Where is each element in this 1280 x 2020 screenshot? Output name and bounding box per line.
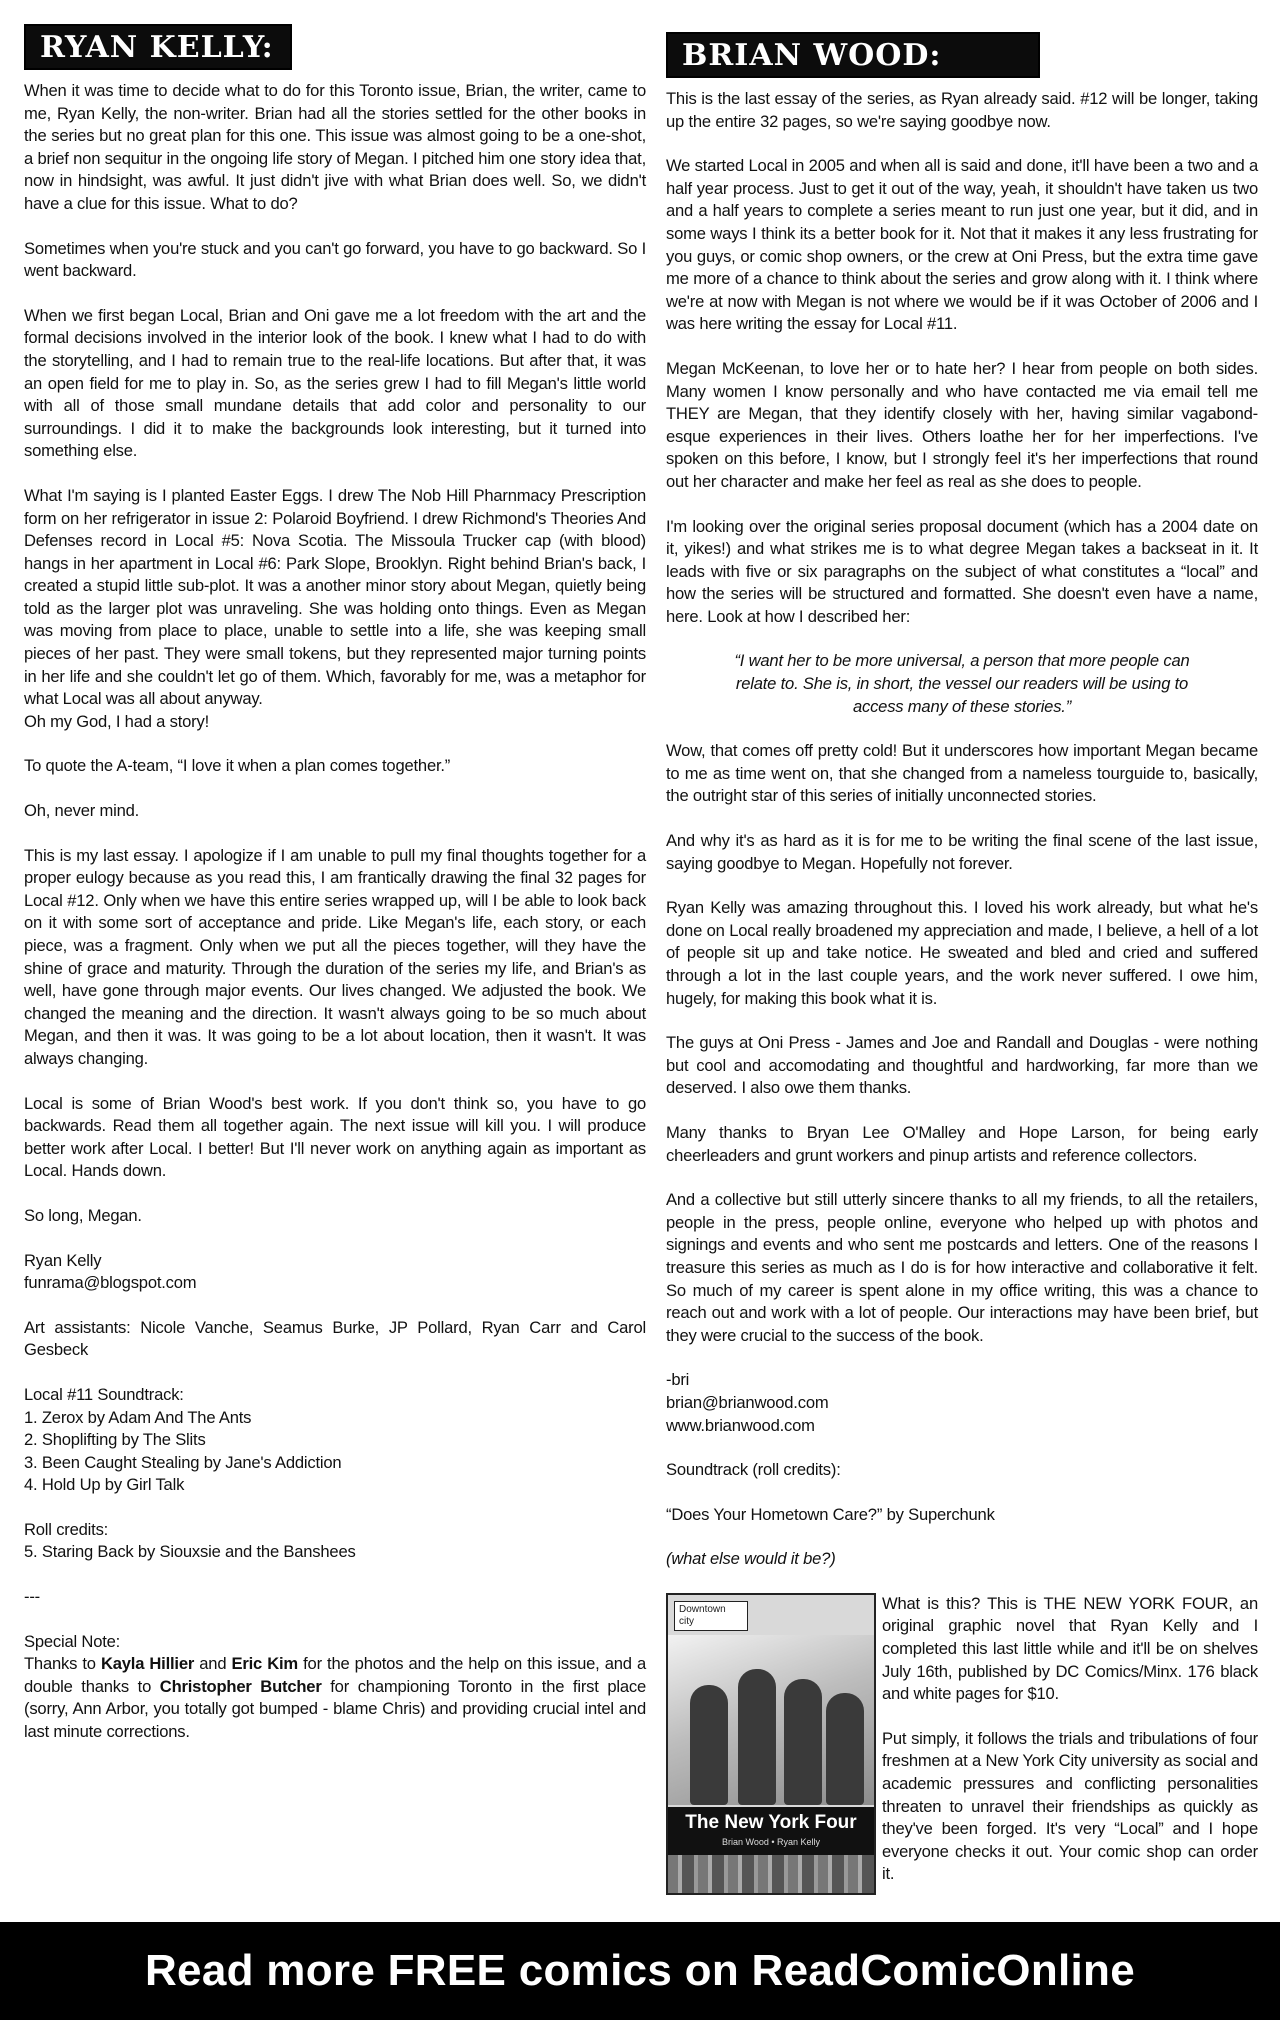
soundtrack-list [24, 1384, 646, 1497]
cover-figure [738, 1669, 776, 1805]
paragraph: What is this? This is THE NEW YORK FOUR, an original graphic novel that Ryan Kelly and I completed this last little while and it'll be on shelves July 16th, published by DC Comics/Minx. 176 black and white pages for $10. [882, 1593, 1258, 1704]
ryan-kelly-column [24, 24, 646, 1766]
roll-credits-item: 5. Staring Back by Siouxsie and the Banshees [24, 1542, 356, 1562]
paragraph: Oh, never mind. [24, 801, 140, 821]
new-york-four-promo [666, 1593, 1258, 1886]
art-assistants: Art assistants: Nicole Vanche, Seamus Burke, JP Pollard, Ryan Carr and Carol Gesbeck [24, 1317, 646, 1360]
paragraph: And why it's as hard as it is for me to be writing the final scene of the last issue, saying goodbye to Megan. Hopefully not forever. [666, 831, 1258, 873]
paragraph: When we first began Local, Brian and Oni gave me a lot freedom with the art and the formal decisions involved in the interior look of the book. I knew what I had to do with the storytelling, and I had to remain true to the real-life locations. But after that, it was an open field for me to play in. So, as the series grew I had to fill Megan's little world with all of those small mundane details that add color and personality to our surroundings. I did it to make the backgrounds look interesting, but it turned into something else. [24, 305, 646, 461]
cover-title: The New York Four [685, 1811, 857, 1833]
soundtrack-title: Local #11 Soundtrack: [24, 1384, 184, 1404]
cover-figure [690, 1685, 728, 1805]
ryan-kelly-header: RYAN KELLY: [24, 24, 292, 70]
signature-name: Ryan Kelly [24, 1250, 102, 1270]
special-note-text: for the photos and the help on this issue, and a double thanks to [24, 1654, 646, 1696]
paragraph: Megan McKeenan, to love her or to hate her? I hear from people on both sides. Many women I know personally and who have contacted me via email tell me THEY are Megan, that they identify closely with her, having similar vagabond-esque experiences in their lives. Others loathe her for her imperfections. I've spoken on this before, I know, but I strongly feel it's her imperfections that round out her character and make her feel as real as she does to people. [666, 358, 1258, 491]
brian-wood-header: BRIAN WOOD: [666, 32, 1040, 78]
thanked-name: Kayla Hillier [100, 1654, 195, 1674]
cover-title-band [668, 1807, 874, 1855]
cover-tag: Downtown city [674, 1601, 748, 1631]
paragraph: Put simply, it follows the trials and tribulations of four freshmen at a New York City university as social and academic pressures and conflicting personalities threaten to unravel their friendships as quickly as they've been forged. It's very “Local” and I hope everyone checks it out. Your comic shop can order it. [882, 1728, 1258, 1884]
book-cover-image [666, 1593, 876, 1895]
read-more-banner: Read more FREE comics on ReadComicOnline [0, 1922, 1280, 2020]
paragraph: The guys at Oni Press - James and Joe and Randall and Douglas - were nothing but cool and accomodating and thoughtful and hardworking, far more than we deserved. I also owe them thanks. [666, 1033, 1258, 1098]
paragraph: Sometimes when you're stuck and you can't go forward, you have to go backward. So I went backward. [24, 238, 646, 281]
signature [24, 1250, 646, 1295]
signature-email: brian@brianwood.com [666, 1392, 829, 1412]
aside-note: (what else would it be?) [666, 1549, 836, 1569]
cover-figure [826, 1693, 864, 1805]
paragraph: And a collective but still utterly sincere thanks to all my friends, to all the retailers, people in the press, people online, everyone who helped up with photos and signings and events and who sent me postcards and letters. One of the reasons I treasure this series as much as I do is for how interactive and collaborative it felt. So much of my career is spent alone in my office writing, this was a chance to reach out and work with a lot of people. Our interactions may have been brief, but they were crucial to the success of the book. [666, 1190, 1258, 1345]
special-note-text: for championing Toronto in the first place (sorry, Ann Arbor, you totally got bumped - blame Chris) and providing crucial intel and last minute corrections. [24, 1676, 646, 1742]
special-note-text: and [194, 1654, 232, 1674]
roll-credits [24, 1519, 646, 1564]
paragraph: Ryan Kelly was amazing throughout this. I loved his work already, but what he's done on Local really broadened my appreciation and made, I believe, a hell of a lot of people sit up and take notice. He sweated and bled and cried and suffered through a lot in the last couple years, and the work never suffered. I owe him, hugely, for making this book what it is. [666, 898, 1258, 1008]
paragraph: When it was time to decide what to do for this Toronto issue, Brian, the writer, came to me, Ryan Kelly, the non-writer. Brian had all the stories settled for the other books in the series but no great plan for this one. This issue was almost going to be a one-shot, a brief non sequitur in the ongoing life story of Megan. I pitched him one story idea that, now in hindsight, was awful. It just didn't jive with what Brian does well. So, we didn't have a clue for this issue. What to do? [24, 81, 646, 213]
signature-url: funrama@blogspot.com [24, 1273, 197, 1293]
separator: --- [24, 1587, 40, 1607]
special-note-title: Special Note: [24, 1631, 121, 1651]
brian-wood-column [666, 24, 1258, 1908]
roll-credits-title: Roll credits: [24, 1519, 109, 1539]
soundtrack-item: “Does Your Hometown Care?” by Superchunk [666, 1504, 995, 1524]
cover-authors: Brian Wood • Ryan Kelly [721, 1836, 821, 1847]
signature-name: -bri [666, 1370, 690, 1390]
sign-off: So long, Megan. [24, 1205, 142, 1225]
promo-text [882, 1593, 1258, 1886]
paragraph: Local is some of Brian Wood's best work. If you don't think so, you have to go backwards. Read them all together again. The next issue will kill you. I will produce better work after Local. I better! But I'll never work on anything again as important as Local. Hands down. [24, 1093, 646, 1181]
cover-figure [784, 1679, 822, 1805]
cover-art [668, 1635, 874, 1805]
paragraph: This is the last essay of the series, as Ryan already said. #12 will be longer, taking up the entire 32 pages, so we're saying goodbye now. [666, 89, 1258, 131]
special-note-text: Thanks to [24, 1654, 101, 1674]
paragraph: I'm looking over the original series proposal document (which has a 2004 date on it, yikes!) and what strikes me is to what degree Megan takes a backseat in it. It leads with five or six paragraphs on the subject of what constitutes a “local” and how the series will be structured and formatted. She doesn't even have a name, here. Look at how I described her: [666, 516, 1258, 626]
cover-city-skyline [668, 1855, 874, 1893]
signature [666, 1369, 1258, 1437]
signature-url: www.brianwood.com [666, 1415, 815, 1435]
paragraph: This is my last essay. I apologize if I am unable to pull my final thoughts together for a proper eulogy because as you read this, I am frantically drawing the final 32 pages for Local #12. Only when we have this entire series wrapped up, will I be able to look back on it with some sort of acceptance and pride. Like Megan's life, each story, or each piece, was a fragment. Only when we put all the pieces together, will they have the shine of grace and maturity. Through the duration of the series my life, and Brian's as well, have gone through major events. Our lives changed. We adjusted the book. We changed the meaning and the direction. It wasn't always going to be so much about Megan, and then it was. It was going to be a lot about location, then it wasn't. It was always changing. [24, 845, 646, 1068]
special-note [24, 1631, 646, 1744]
soundtrack-item: 1. Zerox by Adam And The Ants [24, 1407, 252, 1427]
paragraph: Wow, that comes off pretty cold! But it underscores how important Megan became to me as time went on, that she changed from a nameless tourguide to, basically, the outright star of this series of initially unconnected stories. [666, 741, 1258, 806]
paragraph: To quote the A-team, “I love it when a plan comes together.” [24, 756, 451, 776]
proposal-quote: “I want her to be more universal, a person that more people can relate to. She is, in short, the vessel our readers will be using to access many of these stories.” [734, 651, 1190, 716]
thanked-name: Eric Kim [231, 1654, 298, 1674]
paragraph: Many thanks to Bryan Lee O'Malley and Hope Larson, for being early cheerleaders and grunt workers and pinup artists and reference collectors. [666, 1122, 1258, 1165]
paragraph: What I'm saying is I planted Easter Eggs. I drew The Nob Hill Pharnmacy Prescription form on her refrigerator in issue 2: Polaroid Boyfriend. I drew Richmond's Theories And Defenses record in Local #5: Nova Scotia. The Missoula Trucker cap (with blood) hangs in her apartment in Local #6: Park Slope, Brooklyn. Right behind Brian's back, I created a stupid little sub-plot. It was a another minor story about Megan, quietly being told as the larger plot was unraveling. She was holding onto things. Even as Megan was moving from place to place, unable to settle into a life, she was keeping small pieces of her past. They were small tokens, but they represented major turning points in her life and she couldn't let go of them. Which, favorably for me, was a metaphor for what Local was all about anyway. [24, 485, 646, 709]
soundtrack-item: 4. Hold Up by Girl Talk [24, 1475, 185, 1495]
soundtrack-item: 2. Shoplifting by The Slits [24, 1430, 206, 1450]
paragraph: We started Local in 2005 and when all is said and done, it'll have been a two and a half year process. Just to get it out of the way, yeah, it shouldn't have taken us two and a half years to complete a series meant to run just one year, but it did, and in some ways I think its a better book for it. Not that it makes it any less frustrating for you guys, or comic shop owners, or the crew at Oni Press, but the extra time gave me more of a chance to think about the series and grow along with it. I think where we're at now with Megan is not where we would be if it was October of 2006 and I was here writing the essay for Local #11. [666, 156, 1258, 334]
paragraph: Oh my God, I had a story! [24, 711, 209, 731]
soundtrack-item: 3. Been Caught Stealing by Jane's Addiction [24, 1452, 342, 1472]
soundtrack-title: Soundtrack (roll credits): [666, 1460, 841, 1480]
thanked-name: Christopher Butcher [159, 1676, 322, 1696]
